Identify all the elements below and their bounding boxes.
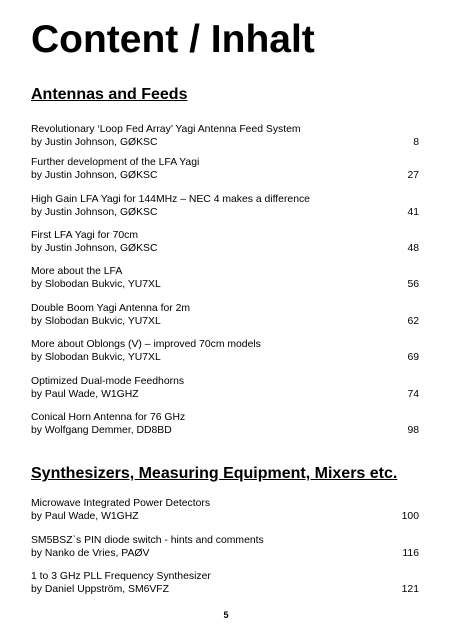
entry-page-number: 121 [401,584,419,595]
entry-title: 1 to 3 GHz PLL Frequency Synthesizer [31,571,211,582]
entry-title: High Gain LFA Yagi for 144MHz – NEC 4 makes a difference [31,194,310,205]
entry-title: Double Boom Yagi Antenna for 2m [31,303,191,314]
entry-title: SM5BSZ`s PIN diode switch - hints and comments [31,535,264,546]
entry-author: by Slobodan Bukvic, YU7XL [31,316,161,327]
toc-entry[interactable] [31,497,419,523]
page-number: 5 [223,610,229,620]
toc-entry[interactable] [31,534,419,560]
entry-page-number: 116 [402,548,419,559]
toc-entry[interactable] [31,156,419,182]
entry-title: Conical Horn Antenna for 76 GHz [31,412,186,423]
entry-author: by Justin Johnson, GØKSC [31,207,158,218]
entry-author: by Paul Wade, W1GHZ [31,389,139,400]
entry-page-number: 74 [407,389,419,400]
entry-page-number: 56 [407,279,419,290]
entry-page-number: 62 [407,316,419,327]
entry-title: Revolutionary ‘Loop Fed Array’ Yagi Antenna Feed System [31,124,301,135]
entry-title: Microwave Integrated Power Detectors [31,498,211,509]
entry-author: by Wolfgang Demmer, DD8BD [31,425,172,436]
toc-entry[interactable] [31,302,419,328]
section-heading-synthesizers: Synthesizers, Measuring Equipment, Mixers etc. [31,465,398,482]
entry-page-number: 69 [407,352,419,363]
entry-title: First LFA Yagi for 70cm [31,230,139,241]
entry-page-number: 8 [413,137,419,148]
entry-author: by Justin Johnson, GØKSC [31,243,158,254]
toc-entry[interactable] [31,338,419,364]
entry-title: Further development of the LFA Yagi [31,157,200,168]
toc-entry[interactable] [31,123,419,149]
entry-author: by Slobodan Bukvic, YU7XL [31,279,161,290]
toc-entry[interactable] [31,375,419,401]
toc-entry[interactable] [31,570,419,596]
entry-title: Optimized Dual-mode Feedhorns [31,376,185,387]
toc-entry[interactable] [31,193,419,219]
entry-author: by Daniel Uppström, SM6VFZ [31,584,170,595]
entry-page-number: 41 [407,207,419,218]
entry-author: by Slobodan Bukvic, YU7XL [31,352,161,363]
entry-title: More about Oblongs (V) – improved 70cm models [31,339,261,350]
entry-author: by Nanko de Vries, PAØV [31,548,150,559]
toc-entry[interactable] [31,229,419,255]
entry-page-number: 48 [407,243,419,254]
entry-author: by Justin Johnson, GØKSC [31,137,158,148]
entry-title: More about the LFA [31,266,123,277]
entry-author: by Paul Wade, W1GHZ [31,511,139,522]
entry-page-number: 98 [407,425,419,436]
section-heading-antennas: Antennas and Feeds [31,86,188,103]
entry-author: by Justin Johnson, GØKSC [31,170,158,181]
page-title: Content / Inhalt [31,18,315,61]
toc-entry[interactable] [31,265,419,291]
entry-page-number: 100 [401,511,419,522]
toc-entry[interactable] [31,411,419,437]
entry-page-number: 27 [407,170,419,181]
